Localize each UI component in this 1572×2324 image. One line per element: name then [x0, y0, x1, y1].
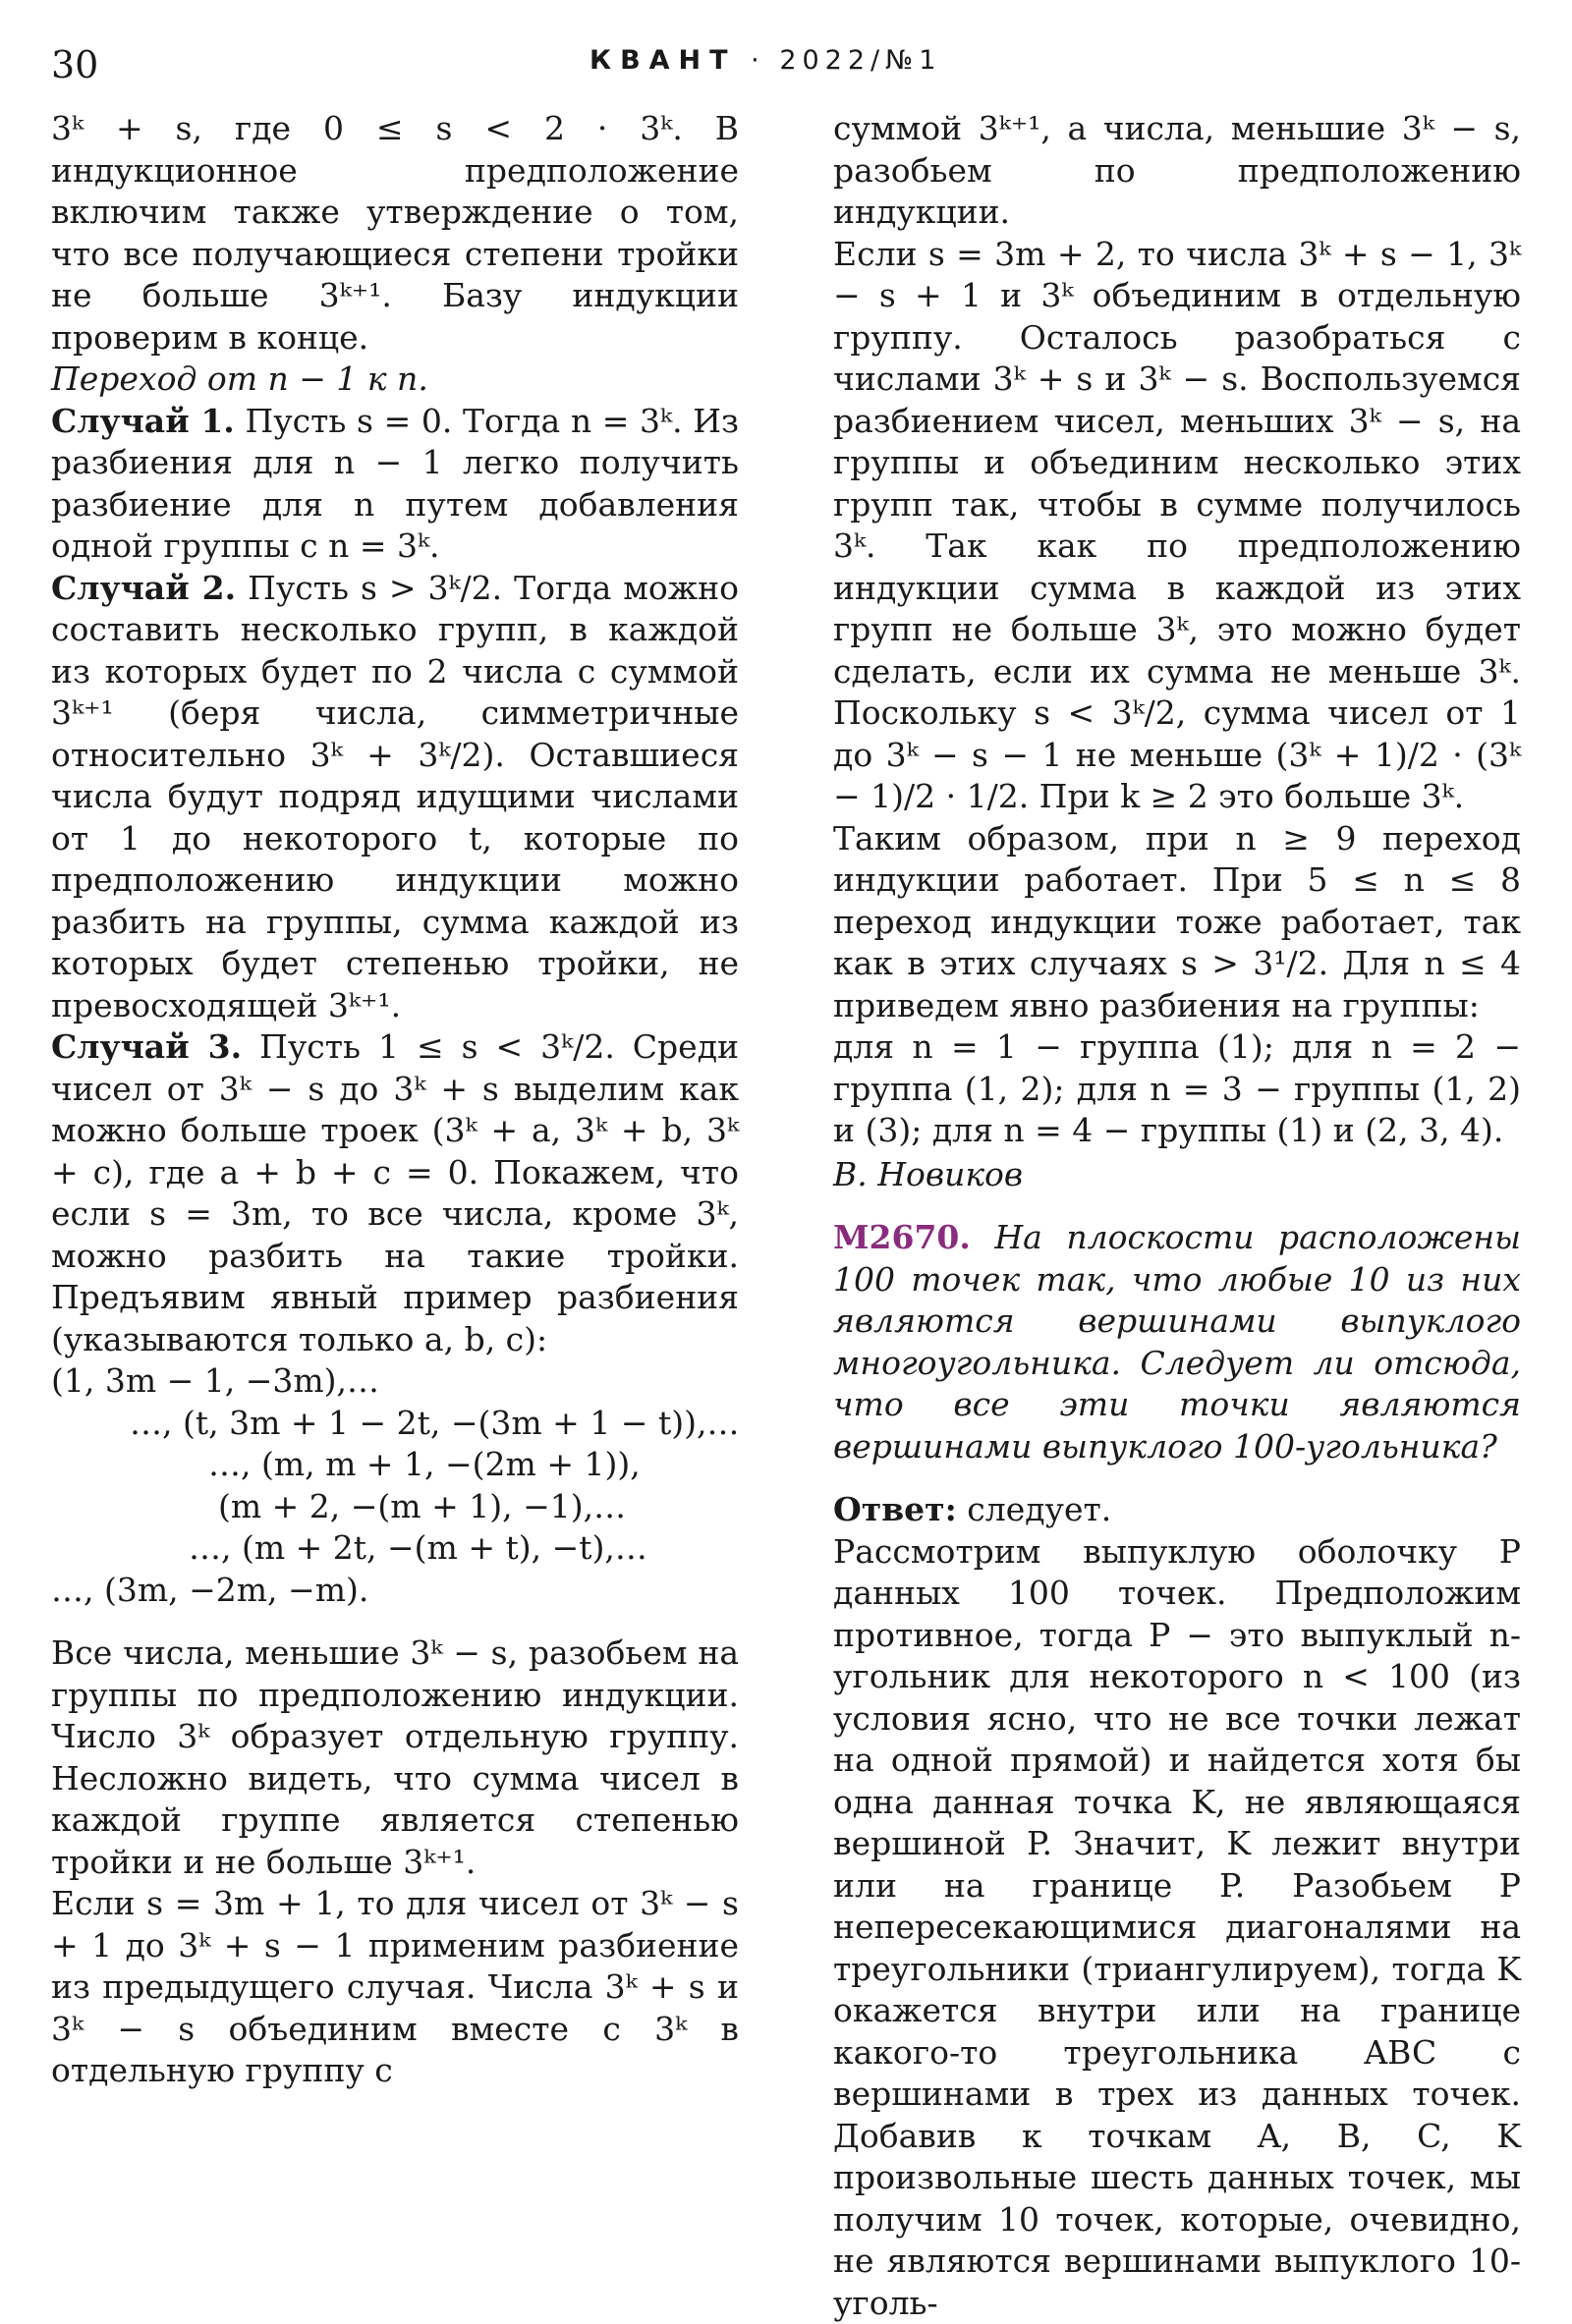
case-label: Случай 3.	[51, 1027, 242, 1066]
math-line: …, (t, 3m + 1 − 2t, −(3m + 1 − t)),…	[51, 1403, 739, 1445]
page-number: 30	[51, 43, 98, 86]
math-line: …, (m, m + 1, −(2m + 1)),	[51, 1444, 739, 1486]
math-line: (1, 3m − 1, −3m),…	[51, 1360, 739, 1403]
paragraph: для n = 1 − группа (1); для n = 2 − группа (1, 2); для n = 3 − группы (1, 2) и (3); для n = 4 − группы (1) и (2, 3, 4).	[833, 1026, 1521, 1152]
case-2: Случай 2. Пусть s > 3ᵏ/2. Тогда можно составить несколько групп, в каждой из которых будет по 2 числа с суммой 3ᵏ⁺¹ (беря числа, симметричные относительно 3ᵏ + 3ᵏ/2). Оставшиеся числа будут подряд идущими числами от 1 до некоторого t, которые по предположению индукции можно разбить на группы, сумма каждой из которых будет степенью тройки, не превосходящей 3ᵏ⁺¹.	[51, 568, 739, 1027]
transition-heading: Переход от n − 1 к n.	[51, 359, 739, 401]
problem-statement: М2670. На плоскости расположены 100 точек так, что любые 10 из них являются вершинами выпуклого многоугольника. Следует ли отсюда, что все эти точки являются вершинами выпуклого 100-угольника?	[833, 1217, 1521, 1467]
solution-text: Рассмотрим выпуклую оболочку P данных 100 точек. Предположим противное, тогда P − это выпуклый n-угольник для некоторого n < 100 (из условия ясно, что не все точки лежат на одной прямой) и найдется хотя бы одна данная точка K, не являющаяся вершиной P. Значит, K лежит внутри или на границе P. Разобьем P непересекающимися диагоналями на треугольники (триангулируем), тогда K окажется внутри или на границе какого-то треугольника ABC с вершинами в трех из данных точек. Добавив к точкам A, B, C, K произвольные шесть данных точек, мы получим 10 точек, которые, очевидно, не являются вершинами выпуклого 10-уголь-	[833, 1531, 1521, 2324]
case-3: Случай 3. Пусть 1 ≤ s < 3ᵏ/2. Среди чисел от 3ᵏ − s до 3ᵏ + s выделим как можно больше троек (3ᵏ + a, 3ᵏ + b, 3ᵏ + c), где a + b + c = 0. Покажем, что если s = 3m, то все числа, кроме 3ᵏ, можно разбить на такие тройки. Предъявим явный пример разбиения (указываются только a, b, c):	[51, 1026, 739, 1360]
problem-id: М2670.	[833, 1218, 971, 1256]
paragraph: Если s = 3m + 1, то для чисел от 3ᵏ − s + 1 до 3ᵏ + s − 1 применим разбиение из предыдущего случая. Числа 3ᵏ + s и 3ᵏ − s объединим вместе с 3ᵏ в отдельную группу с	[51, 1883, 739, 2092]
math-line: …, (3m, −2m, −m).	[51, 1570, 739, 1612]
running-header	[590, 45, 941, 76]
paragraph: суммой 3ᵏ⁺¹, а числа, меньшие 3ᵏ − s, разобьем по предположению индукции.	[833, 108, 1521, 234]
paragraph: Если s = 3m + 2, то числа 3ᵏ + s − 1, 3ᵏ − s + 1 и 3ᵏ объединим в отдельную группу. Осталось разобраться с числами 3ᵏ + s и 3ᵏ − s. Воспользуемся разбиением чисел, меньших 3ᵏ − s, на группы и объединим несколько этих групп так, чтобы в сумме получилось 3ᵏ. Так как по предположению индукции сумма в каждой из этих групп не больше 3ᵏ, это можно будет сделать, если их сумма не меньше 3ᵏ. Поскольку s < 3ᵏ/2, сумма чисел от 1 до 3ᵏ − s − 1 не меньше (3ᵏ + 1)/2 · (3ᵏ − 1)/2 · 1/2. При k ≥ 2 это больше 3ᵏ.	[833, 234, 1521, 818]
paragraph: 3ᵏ + s, где 0 ≤ s < 2 · 3ᵏ. В индукционное предположение включим также утверждение о том, что все получающиеся степени тройки не больше 3ᵏ⁺¹. Базу индукции проверим в конце.	[51, 108, 739, 359]
right-column	[833, 108, 1521, 2324]
case-label: Случай 1.	[51, 402, 235, 440]
paragraph: Таким образом, при n ≥ 9 переход индукции работает. При 5 ≤ n ≤ 8 переход индукции тоже работает, так как в этих случаях s > 3¹/2. Для n ≤ 4 приведем явно разбиения на группы:	[833, 818, 1521, 1027]
journal-title: КВАНТ	[590, 45, 737, 76]
paragraph: Все числа, меньшие 3ᵏ − s, разобьем на группы по предположению индукции. Число 3ᵏ образует отдельную группу. Несложно видеть, что сумма чисел в каждой группе является степенью тройки и не больше 3ᵏ⁺¹.	[51, 1632, 739, 1883]
case-label: Случай 2.	[51, 569, 236, 607]
issue-label: · 2022/№1	[751, 45, 941, 76]
author-signature: В. Новиков	[833, 1154, 1521, 1196]
answer: Ответ: следует.	[833, 1489, 1521, 1531]
answer-label: Ответ:	[833, 1490, 957, 1528]
math-line: …, (m + 2t, −(m + t), −t),…	[51, 1527, 739, 1570]
math-display	[51, 1360, 739, 1611]
left-column	[51, 108, 739, 2092]
case-1: Случай 1. Пусть s = 0. Тогда n = 3ᵏ. Из разбиения для n − 1 легко получить разбиение для n путем добавления одной группы с n = 3ᵏ.	[51, 401, 739, 568]
math-line: (m + 2, −(m + 1), −1),…	[51, 1486, 739, 1528]
